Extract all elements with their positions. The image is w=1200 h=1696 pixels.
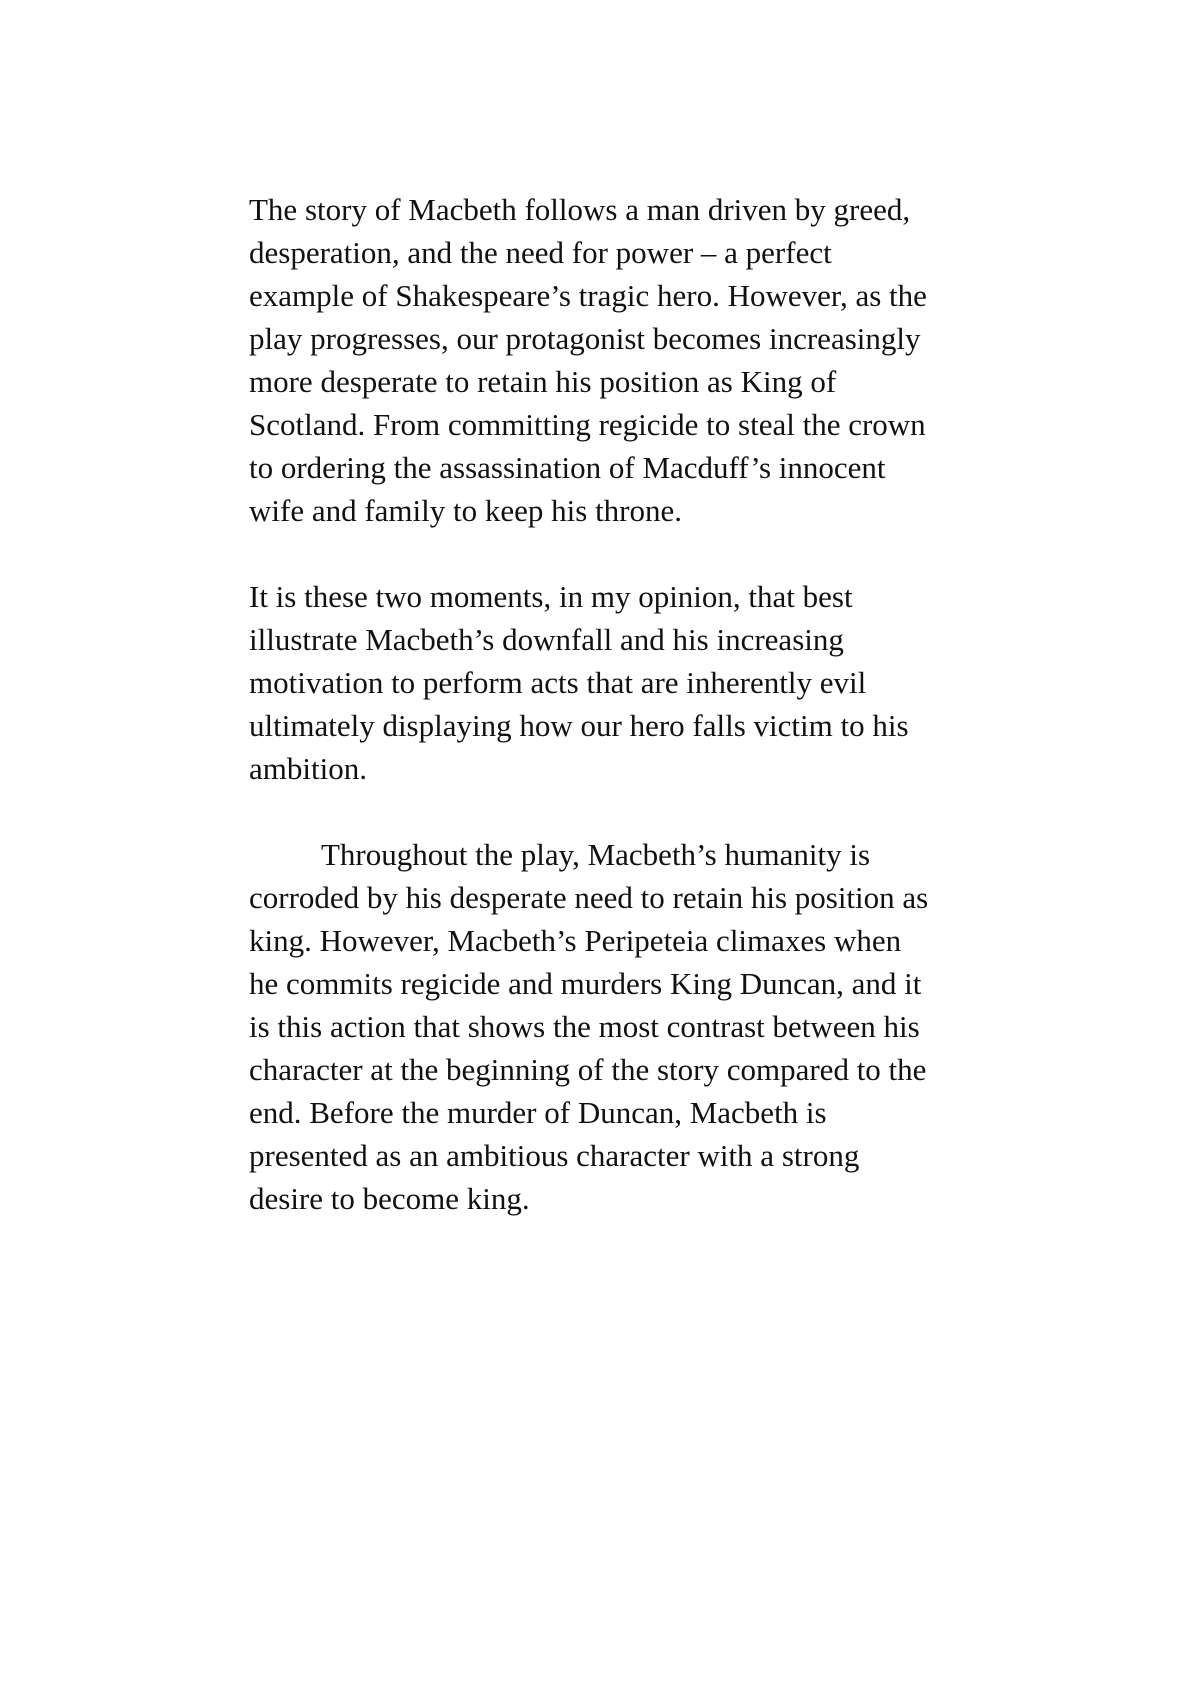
text-line: presented as an ambitious character with a strong [249, 1138, 860, 1173]
text-line: corroded by his desperate need to retain his position as [249, 880, 929, 915]
document-body [249, 188, 969, 1263]
text-line: play progresses, our protagonist becomes increasingly [249, 321, 921, 356]
paragraph-2 [249, 575, 969, 790]
text-line: motivation to perform acts that are inherently evil [249, 665, 867, 700]
text-line: king. However, Macbeth’s Peripeteia climaxes when [249, 923, 902, 958]
text-line: Scotland. From committing regicide to steal the crown [249, 407, 926, 442]
text-line: example of Shakespeare’s tragic hero. However, as the [249, 278, 927, 313]
text-line: It is these two moments, in my opinion, that best [249, 579, 853, 614]
text-line: more desperate to retain his position as King of [249, 364, 837, 399]
text-line: illustrate Macbeth’s downfall and his increasing [249, 622, 844, 657]
text-line: desperation, and the need for power – a perfect [249, 235, 832, 270]
text-line: character at the beginning of the story compared to the [249, 1052, 927, 1087]
paragraph-1 [249, 188, 969, 532]
text-line: The story of Macbeth follows a man driven by greed, [249, 192, 911, 227]
text-line: to ordering the assassination of Macduff’s innocent [249, 450, 886, 485]
text-line-indented: Throughout the play, Macbeth’s humanity is [321, 837, 871, 872]
paragraph-3 [249, 833, 969, 1220]
text-line: ambition. [249, 751, 367, 786]
text-line: desire to become king. [249, 1181, 530, 1216]
text-line: is this action that shows the most contrast between his [249, 1009, 920, 1044]
text-line: ultimately displaying how our hero falls victim to his [249, 708, 909, 743]
text-line: wife and family to keep his throne. [249, 493, 683, 528]
text-line: he commits regicide and murders King Duncan, and it [249, 966, 922, 1001]
text-line: end. Before the murder of Duncan, Macbeth is [249, 1095, 827, 1130]
